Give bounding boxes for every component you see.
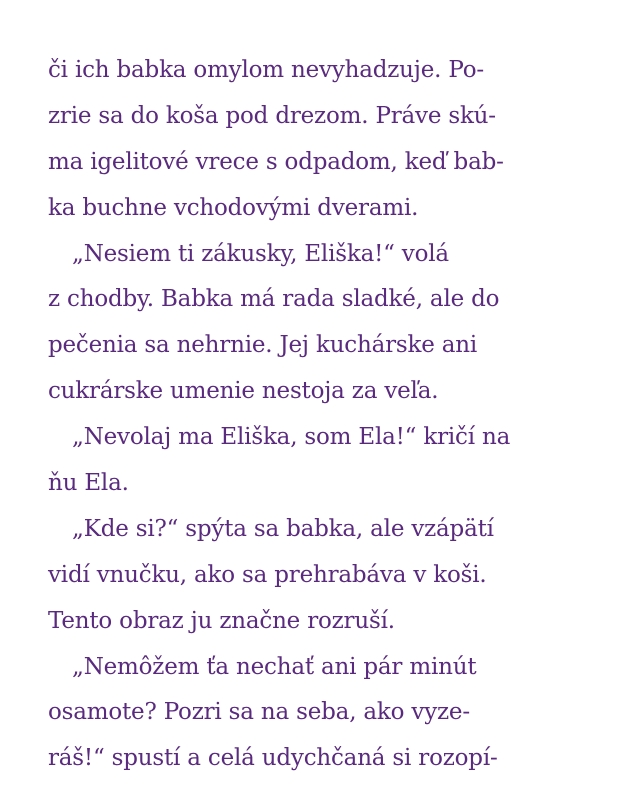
text-line: „Nevolaj ma Eliška, som Ela!“ kričí na bbox=[72, 424, 511, 451]
body-text bbox=[48, 48, 608, 782]
text-line: vidí vnučku, ako sa prehrabáva v koši. bbox=[48, 561, 487, 588]
text-line: Tento obraz ju značne rozruší. bbox=[48, 607, 395, 634]
text-line: z chodby. Babka má rada sladké, ale do bbox=[48, 286, 500, 313]
text-line: či ich babka omylom nevyhadzuje. Po- bbox=[48, 57, 484, 83]
text-line: zrie sa do koša pod drezom. Práve skú- bbox=[48, 102, 496, 129]
text-line: ráš!“ spustí a celá udychčaná si rozopí- bbox=[48, 745, 498, 772]
text-line: osamote? Pozri sa na seba, ako vyze- bbox=[48, 699, 470, 726]
text-line: „Nemôžem ťa nechať ani pár minút bbox=[72, 653, 477, 680]
text-line: pečenia sa nehrnie. Jej kuchárske ani bbox=[48, 332, 478, 359]
text-line: ma igelitové vrece s odpadom, keď bab- bbox=[48, 148, 504, 175]
text-line: „Nesiem ti zákusky, Eliška!“ volá bbox=[72, 240, 449, 267]
text-line: ňu Ela. bbox=[48, 470, 129, 497]
text-line: „Kde si?“ spýta sa babka, ale vzápätí bbox=[72, 515, 494, 542]
text-line: cukrárske umenie nestoja za veľa. bbox=[48, 378, 439, 405]
text-line: ka buchne vchodovými dverami. bbox=[48, 194, 419, 221]
